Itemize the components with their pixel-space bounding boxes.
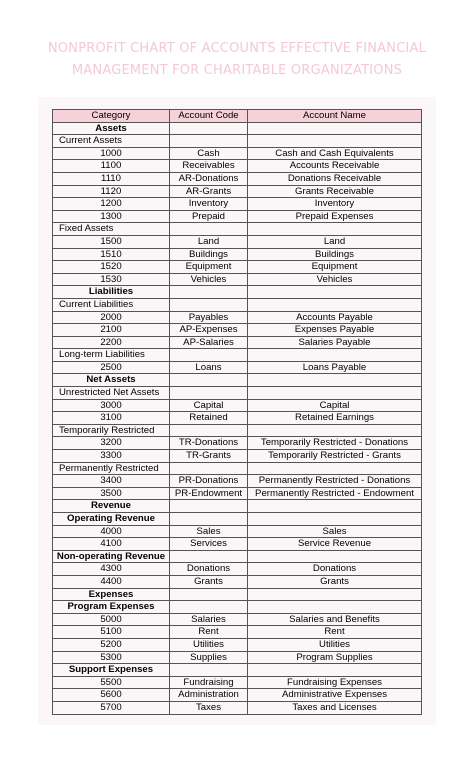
cell-category: Non-operating Revenue bbox=[53, 550, 170, 563]
cell-account-name: Loans Payable bbox=[248, 361, 422, 374]
cell-category: Net Assets bbox=[53, 374, 170, 387]
cell-category: 1100 bbox=[53, 160, 170, 173]
table-row bbox=[53, 147, 422, 160]
cell-account-name: Prepaid Expenses bbox=[248, 210, 422, 223]
cell-category: 1510 bbox=[53, 248, 170, 261]
cell-account-name: Taxes and Licenses bbox=[248, 701, 422, 714]
cell-account-name: Permanently Restricted - Endowment bbox=[248, 487, 422, 500]
cell-account-code: Rent bbox=[170, 626, 248, 639]
cell-category: 4300 bbox=[53, 563, 170, 576]
chart-of-accounts-table bbox=[52, 109, 422, 715]
table-row bbox=[53, 563, 422, 576]
table-row bbox=[53, 513, 422, 526]
cell-category: 3100 bbox=[53, 412, 170, 425]
cell-account-code: Equipment bbox=[170, 261, 248, 274]
cell-account-code: Inventory bbox=[170, 198, 248, 211]
cell-account-name: Donations bbox=[248, 563, 422, 576]
cell-account-code bbox=[170, 298, 248, 311]
cell-account-code bbox=[170, 550, 248, 563]
cell-category: 4100 bbox=[53, 538, 170, 551]
cell-account-name: Temporarily Restricted - Grants bbox=[248, 450, 422, 463]
table-row bbox=[53, 575, 422, 588]
cell-account-code: Prepaid bbox=[170, 210, 248, 223]
cell-account-name: Accounts Receivable bbox=[248, 160, 422, 173]
cell-account-name: Rent bbox=[248, 626, 422, 639]
cell-category: 3500 bbox=[53, 487, 170, 500]
cell-account-code bbox=[170, 349, 248, 362]
table-row bbox=[53, 500, 422, 513]
cell-account-code bbox=[170, 588, 248, 601]
table-row bbox=[53, 689, 422, 702]
cell-account-code: Donations bbox=[170, 563, 248, 576]
cell-category: Unrestricted Net Assets bbox=[53, 387, 170, 400]
cell-category: 2500 bbox=[53, 361, 170, 374]
table-row bbox=[53, 550, 422, 563]
cell-account-name: Equipment bbox=[248, 261, 422, 274]
header-account-code: Account Code bbox=[170, 110, 248, 123]
cell-account-name: Sales bbox=[248, 525, 422, 538]
cell-account-code bbox=[170, 387, 248, 400]
cell-category: Assets bbox=[53, 122, 170, 135]
table-row bbox=[53, 664, 422, 677]
cell-category: 1120 bbox=[53, 185, 170, 198]
cell-account-code: Loans bbox=[170, 361, 248, 374]
cell-category: Liabilities bbox=[53, 286, 170, 299]
cell-account-code: AP-Salaries bbox=[170, 336, 248, 349]
table-row bbox=[53, 387, 422, 400]
cell-account-code bbox=[170, 500, 248, 513]
table-row bbox=[53, 122, 422, 135]
cell-account-code: Vehicles bbox=[170, 273, 248, 286]
cell-account-name bbox=[248, 286, 422, 299]
cell-account-code: PR-Endowment bbox=[170, 487, 248, 500]
header-account-name: Account Name bbox=[248, 110, 422, 123]
table-row bbox=[53, 349, 422, 362]
cell-account-code: Capital bbox=[170, 399, 248, 412]
cell-account-code: TR-Grants bbox=[170, 450, 248, 463]
table-row bbox=[53, 638, 422, 651]
table-row bbox=[53, 235, 422, 248]
cell-category: 3200 bbox=[53, 437, 170, 450]
table-row bbox=[53, 185, 422, 198]
cell-category: Expenses bbox=[53, 588, 170, 601]
cell-category: Current Assets bbox=[53, 135, 170, 148]
header-category: Category bbox=[53, 110, 170, 123]
table-row bbox=[53, 626, 422, 639]
cell-account-code bbox=[170, 513, 248, 526]
cell-category: 3400 bbox=[53, 475, 170, 488]
cell-account-name: Accounts Payable bbox=[248, 311, 422, 324]
cell-category: Temporarily Restricted bbox=[53, 424, 170, 437]
cell-category: 5700 bbox=[53, 701, 170, 714]
cell-account-name bbox=[248, 500, 422, 513]
table-row bbox=[53, 135, 422, 148]
cell-category: 5500 bbox=[53, 676, 170, 689]
cell-account-name: Inventory bbox=[248, 198, 422, 211]
cell-account-name bbox=[248, 513, 422, 526]
cell-account-name: Grants Receivable bbox=[248, 185, 422, 198]
document-title bbox=[0, 38, 474, 82]
cell-account-name: Expenses Payable bbox=[248, 324, 422, 337]
table-row bbox=[53, 198, 422, 211]
cell-account-code: Utilities bbox=[170, 638, 248, 651]
cell-account-name bbox=[248, 374, 422, 387]
table-row bbox=[53, 588, 422, 601]
cell-category: Permanently Restricted bbox=[53, 462, 170, 475]
cell-category: Long-term Liabilities bbox=[53, 349, 170, 362]
cell-category: 5600 bbox=[53, 689, 170, 702]
table-row bbox=[53, 210, 422, 223]
cell-account-name bbox=[248, 550, 422, 563]
cell-category: 5300 bbox=[53, 651, 170, 664]
cell-account-name bbox=[248, 424, 422, 437]
cell-account-name: Administrative Expenses bbox=[248, 689, 422, 702]
cell-account-name: Salaries Payable bbox=[248, 336, 422, 349]
cell-account-name: Cash and Cash Equivalents bbox=[248, 147, 422, 160]
cell-account-code: PR-Donations bbox=[170, 475, 248, 488]
cell-account-code: Retained bbox=[170, 412, 248, 425]
cell-account-code: Land bbox=[170, 235, 248, 248]
table-row bbox=[53, 361, 422, 374]
cell-account-code: Fundraising bbox=[170, 676, 248, 689]
cell-account-code: Administration bbox=[170, 689, 248, 702]
cell-account-code bbox=[170, 601, 248, 614]
table-row bbox=[53, 424, 422, 437]
cell-account-code: AP-Expenses bbox=[170, 324, 248, 337]
cell-category: 1200 bbox=[53, 198, 170, 211]
cell-category: 3000 bbox=[53, 399, 170, 412]
cell-category: 2200 bbox=[53, 336, 170, 349]
table-row bbox=[53, 462, 422, 475]
table-row bbox=[53, 273, 422, 286]
cell-account-name: Temporarily Restricted - Donations bbox=[248, 437, 422, 450]
cell-account-code: Grants bbox=[170, 575, 248, 588]
cell-account-code: Services bbox=[170, 538, 248, 551]
cell-account-name: Utilities bbox=[248, 638, 422, 651]
cell-account-code bbox=[170, 122, 248, 135]
table-row bbox=[53, 286, 422, 299]
cell-category: 3300 bbox=[53, 450, 170, 463]
table-body bbox=[53, 122, 422, 714]
cell-account-code: Receivables bbox=[170, 160, 248, 173]
table-row bbox=[53, 437, 422, 450]
cell-category: 1000 bbox=[53, 147, 170, 160]
cell-account-code: Sales bbox=[170, 525, 248, 538]
cell-category: 1500 bbox=[53, 235, 170, 248]
cell-account-name bbox=[248, 387, 422, 400]
cell-account-name bbox=[248, 135, 422, 148]
table-row bbox=[53, 601, 422, 614]
cell-category: 1110 bbox=[53, 172, 170, 185]
cell-category: 5200 bbox=[53, 638, 170, 651]
table-row bbox=[53, 248, 422, 261]
cell-account-name: Retained Earnings bbox=[248, 412, 422, 425]
cell-account-code: Salaries bbox=[170, 613, 248, 626]
cell-account-code: AR-Grants bbox=[170, 185, 248, 198]
cell-category: 4400 bbox=[53, 575, 170, 588]
cell-account-code: AR-Donations bbox=[170, 172, 248, 185]
table-row bbox=[53, 613, 422, 626]
cell-account-name bbox=[248, 601, 422, 614]
cell-account-code: Taxes bbox=[170, 701, 248, 714]
cell-account-name bbox=[248, 122, 422, 135]
cell-account-code bbox=[170, 223, 248, 236]
cell-account-name: Permanently Restricted - Donations bbox=[248, 475, 422, 488]
table-row bbox=[53, 412, 422, 425]
table-row bbox=[53, 450, 422, 463]
table-row bbox=[53, 399, 422, 412]
cell-account-name: Land bbox=[248, 235, 422, 248]
table-row bbox=[53, 223, 422, 236]
table-row bbox=[53, 160, 422, 173]
cell-account-name bbox=[248, 588, 422, 601]
cell-account-name: Grants bbox=[248, 575, 422, 588]
cell-account-code bbox=[170, 462, 248, 475]
cell-category: Support Expenses bbox=[53, 664, 170, 677]
cell-category: Fixed Assets bbox=[53, 223, 170, 236]
cell-category: 5100 bbox=[53, 626, 170, 639]
cell-account-name bbox=[248, 223, 422, 236]
cell-account-name: Donations Receivable bbox=[248, 172, 422, 185]
table-row bbox=[53, 676, 422, 689]
cell-account-name bbox=[248, 349, 422, 362]
cell-account-name: Buildings bbox=[248, 248, 422, 261]
cell-account-code bbox=[170, 424, 248, 437]
cell-account-name bbox=[248, 298, 422, 311]
table-row bbox=[53, 525, 422, 538]
cell-account-code bbox=[170, 664, 248, 677]
table-row bbox=[53, 651, 422, 664]
cell-category: 1530 bbox=[53, 273, 170, 286]
table-row bbox=[53, 172, 422, 185]
table-row bbox=[53, 336, 422, 349]
cell-category: 5000 bbox=[53, 613, 170, 626]
cell-account-name bbox=[248, 462, 422, 475]
cell-category: Operating Revenue bbox=[53, 513, 170, 526]
cell-account-code bbox=[170, 135, 248, 148]
cell-category: Program Expenses bbox=[53, 601, 170, 614]
cell-account-code: Cash bbox=[170, 147, 248, 160]
cell-account-name: Program Supplies bbox=[248, 651, 422, 664]
title-line-1: NONPROFIT CHART OF ACCOUNTS EFFECTIVE FINANCIAL bbox=[47, 41, 427, 56]
table-row bbox=[53, 261, 422, 274]
cell-category: 1520 bbox=[53, 261, 170, 274]
cell-account-code bbox=[170, 374, 248, 387]
cell-account-name: Capital bbox=[248, 399, 422, 412]
cell-category: 1300 bbox=[53, 210, 170, 223]
cell-account-name: Vehicles bbox=[248, 273, 422, 286]
cell-account-name: Service Revenue bbox=[248, 538, 422, 551]
cell-account-name: Salaries and Benefits bbox=[248, 613, 422, 626]
table-row bbox=[53, 538, 422, 551]
table-row bbox=[53, 374, 422, 387]
cell-category: 4000 bbox=[53, 525, 170, 538]
table-row bbox=[53, 701, 422, 714]
cell-account-code: Payables bbox=[170, 311, 248, 324]
cell-account-code bbox=[170, 286, 248, 299]
table-row bbox=[53, 311, 422, 324]
cell-account-code: Supplies bbox=[170, 651, 248, 664]
cell-account-name: Fundraising Expenses bbox=[248, 676, 422, 689]
cell-account-code: TR-Donations bbox=[170, 437, 248, 450]
cell-account-name bbox=[248, 664, 422, 677]
cell-account-code: Buildings bbox=[170, 248, 248, 261]
table-header-row bbox=[53, 110, 422, 123]
cell-category: Revenue bbox=[53, 500, 170, 513]
table-row bbox=[53, 324, 422, 337]
table-row bbox=[53, 487, 422, 500]
title-line-2: MANAGEMENT FOR CHARITABLE ORGANIZATIONS bbox=[71, 63, 403, 78]
cell-category: 2100 bbox=[53, 324, 170, 337]
cell-category: 2000 bbox=[53, 311, 170, 324]
cell-category: Current Liabilities bbox=[53, 298, 170, 311]
table-row bbox=[53, 475, 422, 488]
table-row bbox=[53, 298, 422, 311]
